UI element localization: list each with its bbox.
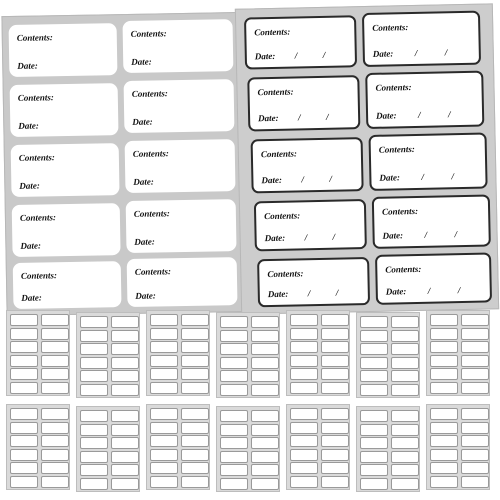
storage-label [244, 15, 357, 69]
date-text: Date: [379, 172, 400, 183]
mini-label [461, 449, 489, 461]
storage-label [362, 11, 481, 67]
mini-label [391, 464, 419, 476]
storage-label [365, 71, 484, 129]
mini-label [181, 449, 209, 461]
mini-label [391, 437, 419, 449]
mini-label-sheet [146, 310, 210, 396]
mini-label [430, 462, 458, 474]
mini-label [251, 410, 279, 422]
mini-label [80, 478, 108, 490]
mini-label [80, 451, 108, 463]
mini-label [251, 357, 279, 369]
mini-label [461, 314, 489, 326]
storage-label [10, 83, 119, 137]
mini-label [360, 316, 388, 328]
storage-label [123, 19, 234, 73]
mini-label [321, 341, 349, 353]
mini-label [430, 408, 458, 420]
mini-label [10, 328, 38, 340]
date-text: Date: [131, 56, 152, 67]
storage-label [368, 132, 487, 190]
mini-label [10, 476, 38, 488]
mini-label [461, 435, 489, 447]
mini-label [150, 328, 178, 340]
date-slash: / [424, 229, 428, 240]
mini-label [360, 357, 388, 369]
mini-label [41, 355, 69, 367]
label-sheet-left [1, 12, 250, 316]
mini-label [10, 355, 38, 367]
mini-label [80, 357, 108, 369]
mini-label [321, 368, 349, 380]
mini-label [391, 370, 419, 382]
mini-label [150, 355, 178, 367]
mini-label [10, 408, 38, 420]
mini-label [150, 476, 178, 488]
date-slash: / [444, 47, 448, 58]
mini-label [461, 328, 489, 340]
mini-label [80, 370, 108, 382]
mini-label [251, 424, 279, 436]
mini-label [111, 464, 139, 476]
mini-label [220, 424, 248, 436]
mini-label [41, 435, 69, 447]
contents-text: Contents: [375, 82, 412, 93]
contents-text: Contents: [131, 88, 168, 99]
mini-label [290, 341, 318, 353]
mini-label [41, 368, 69, 380]
storage-label [125, 139, 236, 193]
mini-label-sheet [356, 406, 420, 492]
date-text: Date: [21, 292, 42, 303]
date-text: Date: [135, 290, 156, 301]
mini-label [391, 478, 419, 490]
mini-label [360, 478, 388, 490]
mini-label-sheet [286, 310, 350, 396]
mini-label [80, 464, 108, 476]
date-text: Date: [132, 116, 153, 127]
date-slash: / [427, 285, 431, 296]
mini-label [111, 357, 139, 369]
mini-label [150, 341, 178, 353]
mini-label-sheet [6, 310, 70, 396]
mini-label [251, 370, 279, 382]
mini-label [290, 449, 318, 461]
storage-label [247, 75, 360, 131]
mini-label-sheet [356, 312, 420, 398]
mini-label [150, 368, 178, 380]
mini-label [321, 422, 349, 434]
mini-label [251, 384, 279, 396]
mini-label [10, 368, 38, 380]
mini-label [360, 410, 388, 422]
mini-label [360, 464, 388, 476]
mini-label [391, 330, 419, 342]
mini-label [181, 462, 209, 474]
mini-label [251, 478, 279, 490]
mini-label [220, 330, 248, 342]
mini-label [461, 422, 489, 434]
date-slash: / [298, 112, 301, 123]
mini-label [181, 314, 209, 326]
mini-label [41, 314, 69, 326]
mini-label [430, 422, 458, 434]
date-slash: / [417, 109, 421, 120]
mini-label [220, 410, 248, 422]
contents-text: Contents: [267, 268, 304, 280]
mini-label [111, 478, 139, 490]
mini-label [391, 384, 419, 396]
mini-label [461, 355, 489, 367]
date-slash: / [457, 285, 461, 296]
mini-label [10, 341, 38, 353]
mini-label [111, 424, 139, 436]
mini-label [80, 410, 108, 422]
mini-label [181, 422, 209, 434]
date-text: Date: [20, 240, 41, 251]
mini-label [430, 314, 458, 326]
mini-label [41, 382, 69, 394]
mini-label [181, 368, 209, 380]
date-slash: / [414, 47, 418, 58]
mini-label [461, 368, 489, 380]
mini-label [150, 314, 178, 326]
mini-label [220, 451, 248, 463]
contents-text: Contents: [132, 148, 169, 159]
mini-label [251, 316, 279, 328]
mini-label [321, 314, 349, 326]
mini-label [321, 355, 349, 367]
mini-label [181, 341, 209, 353]
mini-label-sheet [76, 406, 140, 492]
mini-label [290, 314, 318, 326]
mini-label [430, 355, 458, 367]
mini-label [10, 422, 38, 434]
storage-label [372, 194, 491, 248]
mini-label [290, 382, 318, 394]
contents-text: Contents: [378, 143, 415, 155]
storage-label [251, 137, 364, 193]
date-slash: / [307, 288, 311, 299]
mini-label [461, 382, 489, 394]
mini-label [181, 382, 209, 394]
mini-label [321, 462, 349, 474]
storage-label [257, 257, 370, 307]
storage-label [126, 199, 237, 253]
date-text: Date: [17, 60, 38, 71]
mini-label [181, 355, 209, 367]
mini-label [181, 476, 209, 488]
mini-label [150, 435, 178, 447]
mini-label [220, 357, 248, 369]
mini-label-sheet [286, 404, 350, 490]
mini-label [290, 435, 318, 447]
mini-label-sheet [6, 404, 70, 490]
storage-label [124, 79, 235, 133]
mini-label [290, 476, 318, 488]
mini-label [461, 341, 489, 353]
mini-label-sheet [426, 404, 490, 490]
mini-label [111, 330, 139, 342]
mini-label [430, 382, 458, 394]
mini-label [220, 478, 248, 490]
mini-label [41, 422, 69, 434]
date-text: Date: [261, 174, 283, 186]
date-text: Date: [267, 288, 289, 300]
date-text: Date: [18, 120, 39, 131]
date-slash: / [335, 287, 339, 298]
label-sheet-right [235, 3, 499, 314]
mini-label [41, 462, 69, 474]
contents-text: Contents: [385, 263, 422, 275]
mini-label [461, 408, 489, 420]
mini-label [41, 341, 69, 353]
mini-label [111, 384, 139, 396]
mini-label-sheet [216, 406, 280, 492]
storage-label [13, 261, 122, 309]
storage-label [9, 23, 118, 77]
mini-label [461, 462, 489, 474]
date-text: Date: [134, 236, 155, 247]
storage-label [11, 143, 120, 197]
mini-label [360, 330, 388, 342]
date-text: Date: [258, 112, 279, 124]
mini-label-sheet [426, 310, 490, 396]
mini-label [391, 316, 419, 328]
mini-label [360, 384, 388, 396]
mini-label [41, 408, 69, 420]
mini-label [80, 316, 108, 328]
mini-label-sheet [146, 404, 210, 490]
storage-label [254, 199, 367, 251]
mini-label [391, 424, 419, 436]
mini-label [290, 355, 318, 367]
date-text: Date: [375, 110, 397, 121]
mini-label [111, 370, 139, 382]
mini-label [251, 343, 279, 355]
mini-label [111, 316, 139, 328]
mini-label [360, 424, 388, 436]
mini-label [430, 435, 458, 447]
mini-label [321, 408, 349, 420]
mini-label [251, 451, 279, 463]
mini-label [150, 449, 178, 461]
mini-label [360, 451, 388, 463]
mini-label [150, 408, 178, 420]
date-text: Date: [385, 286, 407, 297]
contents-text: Contents: [16, 32, 53, 43]
mini-label [391, 343, 419, 355]
mini-label [111, 451, 139, 463]
contents-text: Contents: [19, 212, 57, 223]
date-slash: / [447, 109, 451, 120]
contents-text: Contents: [20, 270, 58, 281]
mini-label [181, 408, 209, 420]
mini-label [181, 328, 209, 340]
mini-label [391, 357, 419, 369]
mini-label [251, 437, 279, 449]
mini-label [321, 476, 349, 488]
mini-label [220, 343, 248, 355]
contents-text: Contents: [257, 86, 294, 98]
storage-label [375, 252, 492, 304]
storage-label [127, 257, 238, 307]
mini-label [41, 449, 69, 461]
date-slash: / [329, 173, 333, 184]
mini-label-sheet [216, 312, 280, 398]
mini-label [321, 382, 349, 394]
date-text: Date: [254, 50, 276, 62]
contents-text: Contents: [18, 152, 55, 163]
mini-label [150, 462, 178, 474]
date-slash: / [451, 171, 454, 182]
mini-label [321, 449, 349, 461]
mini-label-sheet [76, 312, 140, 398]
date-slash: / [322, 49, 326, 60]
date-slash: / [326, 111, 329, 122]
date-slash: / [304, 232, 308, 243]
date-slash: / [421, 171, 425, 182]
mini-label [80, 343, 108, 355]
mini-label [290, 422, 318, 434]
mini-label [461, 476, 489, 488]
mini-label [220, 464, 248, 476]
contents-text: Contents: [133, 208, 170, 219]
date-slash: / [301, 174, 305, 185]
date-slash: / [332, 231, 336, 242]
contents-text: Contents: [134, 266, 171, 277]
mini-label [430, 341, 458, 353]
contents-text: Contents: [254, 26, 291, 38]
mini-label [150, 382, 178, 394]
mini-label [321, 435, 349, 447]
mini-label [10, 435, 38, 447]
date-text: Date: [264, 232, 286, 244]
contents-text: Contents: [130, 28, 167, 39]
mini-label [430, 368, 458, 380]
mini-label-sheets [0, 310, 500, 500]
mini-label [360, 343, 388, 355]
mini-label [111, 437, 139, 449]
mini-label [111, 410, 139, 422]
mini-label [251, 330, 279, 342]
mini-label [10, 314, 38, 326]
mini-label [41, 328, 69, 340]
mini-label [391, 451, 419, 463]
mini-label [80, 424, 108, 436]
date-slash: / [454, 229, 458, 240]
mini-label [360, 437, 388, 449]
contents-text: Contents: [17, 92, 54, 103]
mini-label [41, 476, 69, 488]
date-text: Date: [19, 180, 40, 191]
date-text: Date: [133, 176, 154, 187]
mini-label [220, 384, 248, 396]
mini-label [220, 437, 248, 449]
mini-label [430, 476, 458, 488]
mini-label [220, 316, 248, 328]
mini-label [391, 410, 419, 422]
mini-label [111, 343, 139, 355]
mini-label [321, 328, 349, 340]
contents-text: Contents: [264, 210, 301, 222]
mini-label [360, 370, 388, 382]
mini-label [10, 382, 38, 394]
mini-label [290, 462, 318, 474]
contents-text: Contents: [382, 205, 419, 217]
mini-label [181, 435, 209, 447]
mini-label [220, 370, 248, 382]
mini-label [80, 437, 108, 449]
contents-text: Contents: [260, 148, 297, 160]
mini-label [10, 449, 38, 461]
date-text: Date: [382, 230, 404, 241]
mini-label [80, 330, 108, 342]
mini-label [10, 462, 38, 474]
mini-label [430, 328, 458, 340]
storage-label [12, 203, 121, 257]
mini-label [290, 408, 318, 420]
mini-label [290, 328, 318, 340]
mini-label [251, 464, 279, 476]
mini-label [290, 368, 318, 380]
mini-label [430, 449, 458, 461]
date-text: Date: [372, 48, 394, 59]
mini-label [80, 384, 108, 396]
date-slash: / [294, 50, 298, 61]
contents-text: Contents: [372, 22, 409, 33]
mini-label [150, 422, 178, 434]
